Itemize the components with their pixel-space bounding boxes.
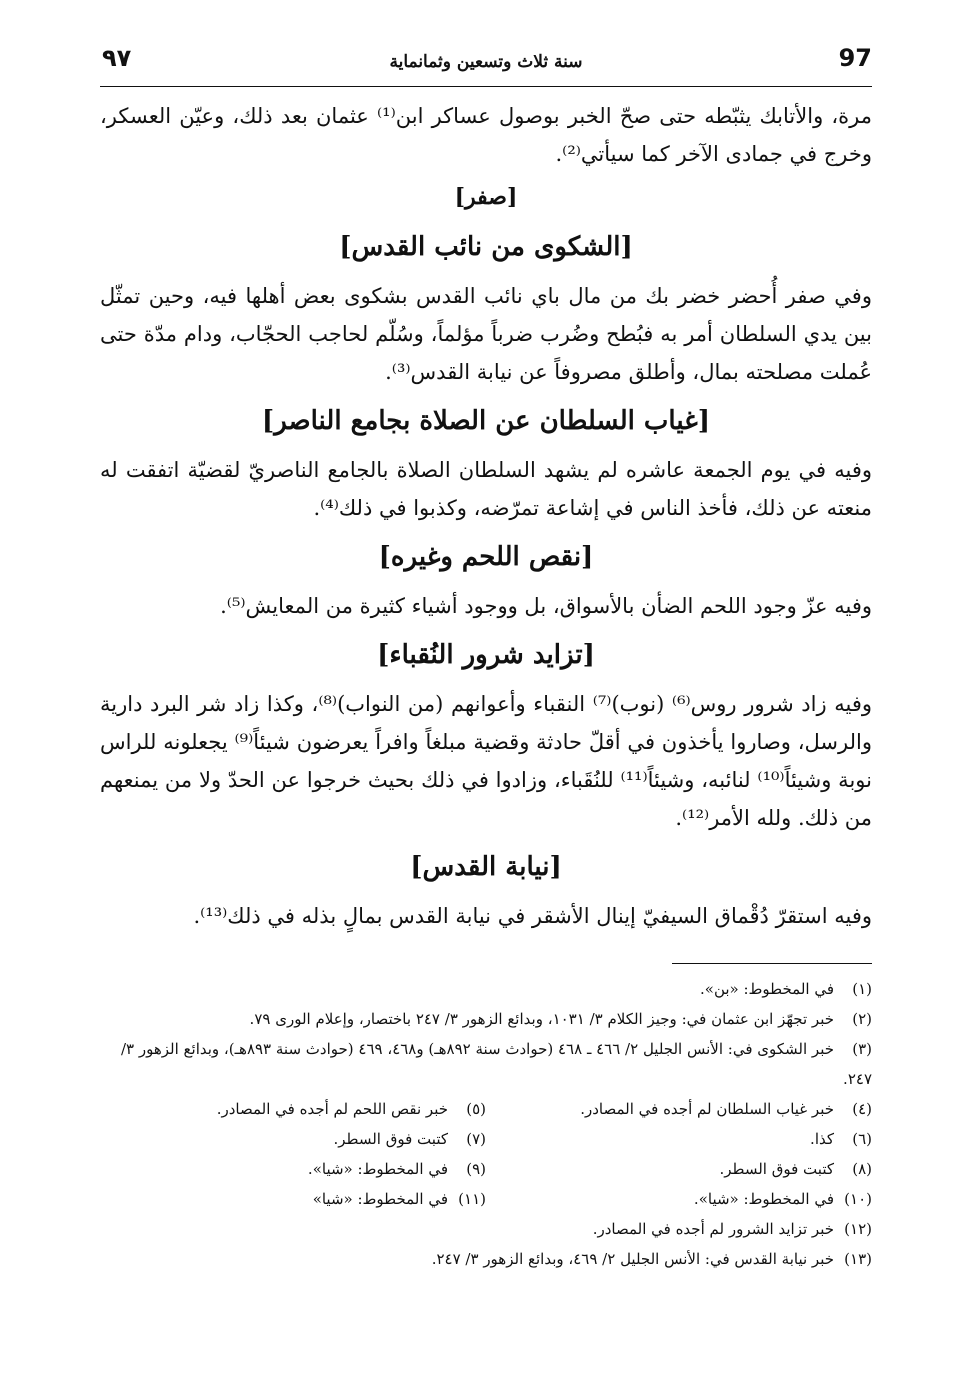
section-text-meat-shortage: وفيه عزّ وجود اللحم الضأن بالأسواق، بل ووجود أشياء كثيرة من المعايش⁽⁵⁾. [220, 594, 872, 618]
footnote-number: (١) [852, 980, 872, 998]
section-text-sultan-absence: وفيه في يوم الجمعة عاشره لم يشهد السلطان الصلاة بالجامع الناصريّ لقضيّة اتفقت له منعته عن ذلك، فأخذ الناس في إشاعة تمرّضه، وكذبوا في ذلك⁽⁴⁾. [100, 458, 872, 520]
footnote-row [100, 1124, 872, 1154]
section-heading-meat-shortage: [نقص اللحم وغيره] [378, 542, 594, 572]
footnote-text: في المخطوط: «بن». [700, 980, 834, 998]
intro-paragraph: مرة، والأتابك يثبّطه حتى صحّ الخبر بوصول عساكر ابن⁽¹⁾ عثمان بعد ذلك، وعيّن العسكر، وخرج في جمادى الآخر كما سيأتي⁽²⁾. [100, 104, 873, 166]
footnote-number: (٩) [466, 1160, 486, 1178]
footnote-text: في المخطوط: «شيا» [312, 1190, 448, 1208]
running-head-title: سنة ثلاث وتسعين وثمانماية [389, 52, 583, 72]
main-text [100, 97, 872, 935]
page-number-arabic: ٩٧ [102, 44, 132, 72]
footnote [100, 1004, 872, 1034]
footnote-text: كتبت فوق السطر. [333, 1130, 448, 1148]
footnote-number: (٥) [466, 1100, 486, 1118]
footnote [486, 1094, 872, 1124]
footnote-text: خبر نيابة القدس في: الأنس الجليل ٢/ ٤٦٩، وبدائع الزهور ٣/ ٢٤٧. [431, 1250, 834, 1268]
footnote-text: خبر الشكوى في: الأنس الجليل ٢/ ٤٦٦ ـ ٤٦٨ (حوادث سنة ٨٩٢هـ) و٤٦٨، ٤٦٩ (حوادث سنة ٨٩٣هـ)، وبدائع الزهور ٣/ ٢٤٧. [120, 1040, 872, 1088]
footnote-number: (١٢) [844, 1220, 872, 1238]
footnote-number: (١٠) [844, 1190, 872, 1208]
footnote [100, 1154, 486, 1184]
section-heading-naqibs: [تزايد شرور النُقباء] [377, 640, 595, 670]
section-text-complaint: وفي صفر أُحضر خضر بك من مال باي نائب القدس بشكوى بعض أهلها فيه، وحين تمثّل بين يدي السلطان أمر به فبُطح وضُرب ضرباً مؤلماً، وسُلّم لحاجب الحجّاب، ودام مدّة حتى عُملت مصلحته بمال، وأطلق مصروفاً عن نيابة القدس⁽³⁾. [100, 284, 872, 384]
footnote-text: خبر غياب السلطان لم أجده في المصادر. [580, 1100, 834, 1118]
footnote-text: خبر نقص اللحم لم أجده في المصادر. [216, 1100, 448, 1118]
footnote-text: خبر تجهّز ابن عثمان في: وجيز الكلام ٣/ ١٠٣١، وبدائع الزهور ٣/ ٢٤٧ باختصار، وإعلام الورى ٧٩. [249, 1010, 834, 1028]
page-number-latin: 97 [838, 44, 872, 72]
section-heading-complaint: [الشكوى من نائب القدس] [339, 232, 633, 262]
running-head [100, 40, 872, 87]
footnote [100, 1214, 872, 1244]
footnote-row [100, 1094, 872, 1124]
footnote [100, 1094, 486, 1124]
section-heading-sultan-absence: [غياب السلطان عن الصلاة بجامع الناصر] [261, 406, 711, 436]
footnote-text: في المخطوط: «شيا». [693, 1190, 834, 1208]
footnote-text: خبر تزايد الشرور لم أجده في المصادر. [592, 1220, 834, 1238]
footnote-text: كذا. [810, 1130, 834, 1148]
footnote-row [100, 1184, 872, 1214]
footnote-number: (٢) [852, 1010, 872, 1028]
footnotes [100, 974, 872, 1274]
footnote-number: (٣) [852, 1040, 872, 1058]
footnote-divider [672, 963, 872, 964]
footnote-text: في المخطوط: «شيا». [307, 1160, 448, 1178]
month-heading: [صفر] [454, 184, 518, 210]
section-text-naqibs: وفيه زاد شرور روس⁽⁶⁾ (نوب)⁽⁷⁾ النقباء وأعوانهم (من النواب)⁽⁸⁾، وكذا زاد شر البرد دارية والرسل، وصاروا يأخذون في أقلّ حادثة وقضية مبلغاً وافراً يعرضون شيئاً⁽⁹⁾ يجعلونه للراس نوبة وشيئاً⁽¹⁰⁾ لنائبه، وشيئاً⁽¹¹⁾ للنُقَباء، وزادوا في ذلك بحيث خرجوا عن الحدّ ولا من يمنعهم من ذلك. ولله الأمر⁽¹²⁾. [100, 692, 873, 830]
footnote [100, 1124, 486, 1154]
footnote-number: (٧) [466, 1130, 486, 1148]
section-text-jerusalem: وفيه استقرّ دُقْماق السيفيّ إينال الأشقر في نيابة القدس بمالٍ بذله في ذلك⁽¹³⁾. [193, 904, 872, 928]
footnote [486, 1154, 872, 1184]
footnote-number: (٨) [852, 1160, 872, 1178]
footnote [100, 1034, 872, 1094]
footnote [486, 1184, 872, 1214]
footnote-number: (١٣) [844, 1250, 872, 1268]
footnote-number: (٦) [852, 1130, 872, 1148]
footnote [100, 974, 872, 1004]
footnote-number: (٤) [852, 1100, 872, 1118]
book-page [100, 40, 872, 1360]
footnote [486, 1124, 872, 1154]
footnote-row [100, 1154, 872, 1184]
footnote-number: (١١) [458, 1190, 486, 1208]
section-heading-jerusalem: [نيابة القدس] [410, 852, 562, 882]
footnote-text: كتبت فوق السطر. [719, 1160, 834, 1178]
footnote [100, 1244, 872, 1274]
footnote [100, 1184, 486, 1214]
